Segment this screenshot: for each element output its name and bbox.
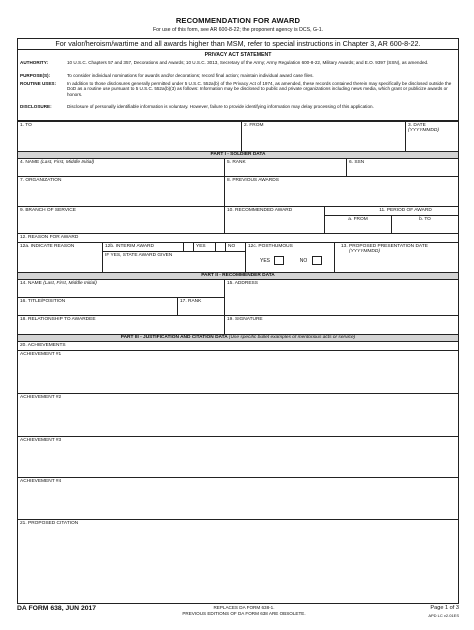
part3-hint: (Use specific bullet examples of meritorious acts or service) — [228, 335, 356, 340]
achievement-3-field[interactable] — [18, 437, 459, 478]
state-award-label: IF YES, STATE AWARD GIVEN — [105, 253, 173, 258]
from-field[interactable] — [242, 122, 406, 152]
title-position-label: 16. TITLE/POSITION — [20, 299, 66, 304]
achievement-2-label: ACHIEVEMENT #2 — [20, 395, 62, 400]
soldier-data-section — [17, 159, 459, 287]
period-label: 11. PERIOD OF AWARD — [379, 208, 432, 213]
name-hint: (Last, First, Middle Initial) — [40, 160, 95, 165]
achievement-4-field[interactable] — [18, 478, 459, 520]
address-label: 15. ADDRESS — [227, 281, 258, 286]
recommender-rank-field[interactable] — [178, 298, 225, 316]
routine-text: In addition to those disclosures generally permitted under 5 U.S.C. 552a(b) of the Privacy Act of 1974, as amended, these records contained therein may specifically be disclosed outside the DoD as a routine use pursuant to 5 U.S.C. 552a(b)(3) as follows: Information may be disclosed to public and private organizations including news media, which grant or publicize awards or honors. — [67, 81, 452, 97]
interim-award-field — [103, 243, 184, 252]
title-position-field[interactable] — [18, 298, 178, 316]
presentation-date-hint: (YYYYMMDD) — [349, 249, 380, 254]
rank-field[interactable] — [225, 159, 347, 177]
posthumous-no-checkbox[interactable] — [312, 256, 322, 265]
relationship-field[interactable] — [18, 316, 225, 335]
presentation-date-label: 13. PROPOSED PRESENTATION DATE — [341, 244, 428, 249]
routing-section — [17, 121, 459, 152]
achievement-1-label: ACHIEVEMENT #1 — [20, 352, 62, 357]
achievement-2-field[interactable] — [18, 394, 459, 437]
posthumous-options — [260, 256, 322, 265]
recommender-rank-label: 17. RANK — [180, 299, 202, 304]
recommender-section — [17, 280, 459, 335]
proposed-citation-label: 21. PROPOSED CITATION — [20, 521, 79, 526]
form-id: DA FORM 638, JUN 2017 — [17, 605, 97, 612]
posthumous-label: 12c. POSTHUMOUS — [248, 244, 293, 249]
ssn-field[interactable] — [347, 159, 459, 177]
from-label: 2. FROM — [244, 123, 264, 128]
part1-header: PART I - SOLDIER DATA — [17, 152, 459, 159]
period-to-field[interactable] — [392, 216, 459, 234]
interim-no-label — [226, 243, 246, 252]
disclosure-text: Disclosure of personally identifiable information is voluntary. However, failure to provide identifying information may delay processing of this application. — [67, 104, 374, 109]
period-header — [325, 207, 459, 216]
relationship-label: 18. RELATIONSHIP TO AWARDEE — [20, 317, 96, 322]
recommended-award-label: 10. RECOMMENDED AWARD — [227, 208, 293, 213]
recommended-award-field[interactable] — [225, 207, 325, 234]
purpose-label: PURPOSE(S): — [20, 73, 51, 78]
reason-label: 12. REASON FOR AWARD — [20, 235, 79, 240]
posthumous-no-label: NO — [299, 257, 308, 264]
no-label: NO — [228, 244, 236, 249]
period-from-label: a. FROM — [348, 217, 368, 222]
date-hint: (YYYYMMDD) — [408, 128, 439, 133]
disclosure-label: DISCLOSURE: — [20, 104, 52, 109]
posthumous-yes-label: YES — [260, 257, 271, 264]
form-subtitle: For use of this form, see AR 600-8-22; the proponent agency is DCS, G-1. — [152, 27, 324, 33]
routine-label: ROUTINE USES: — [20, 81, 56, 86]
purpose-text: To consider individual nominations for awards and/or decorations; record final action; maintain individual award case files. — [67, 73, 314, 78]
period-to-label: b. TO — [419, 217, 431, 222]
name-label: 4. NAME — [20, 160, 40, 165]
indicate-reason-field[interactable] — [18, 243, 103, 273]
indicate-reason-label: 12a. INDICATE REASON — [20, 244, 75, 249]
valor-note: For valor/heroism/wartime and all awards higher than MSM, refer to special instructions in Chapter 3, AR 600-8-22. — [17, 38, 459, 50]
posthumous-field — [246, 243, 335, 273]
organization-label: 7. ORGANIZATION — [20, 178, 62, 183]
period-from-field[interactable] — [325, 216, 392, 234]
form-header — [17, 14, 459, 33]
recommender-name-label: 14. NAME — [20, 281, 42, 286]
authority-text: 10 U.S.C. Chapters 57 and 357, Decorations and Awards; 10 U.S.C. 3013, Secretary of the Army; Army Regulation 600-8-22, Military Awards; and E.O. 9397 (SSN), as amended. — [67, 60, 429, 65]
address-field[interactable] — [225, 280, 459, 316]
ssn-label: 6. SSN — [349, 160, 365, 165]
yes-label: YES — [196, 244, 206, 249]
recommender-name-hint: (Last, First, Middle Initial) — [43, 281, 97, 286]
part2-header: PART II - RECOMMENDER DATA — [17, 273, 459, 280]
to-label: 1. TO — [20, 123, 32, 128]
signature-label: 19. SIGNATURE — [227, 317, 263, 322]
organization-field[interactable] — [18, 177, 225, 207]
presentation-date-field[interactable] — [335, 243, 459, 273]
branch-field[interactable] — [18, 207, 225, 234]
rank-label: 5. RANK — [227, 160, 246, 165]
privacy-act-statement — [17, 50, 459, 121]
apd-version: APD LC v2.01ES — [428, 613, 459, 618]
interim-award-label: 12b. INTERIM AWARD — [105, 244, 154, 249]
state-award-field[interactable] — [103, 252, 246, 273]
proposed-citation-field[interactable] — [18, 520, 459, 604]
branch-label: 9. BRANCH OF SERVICE — [20, 208, 76, 213]
previous-awards-field[interactable] — [225, 177, 459, 207]
date-label: 3. DATE — [408, 123, 426, 128]
previous-editions-text: PREVIOUS EDITIONS OF DA FORM 638 ARE OBSOLETE. — [182, 610, 306, 616]
part3-header — [17, 335, 459, 342]
replaces-note — [169, 605, 319, 616]
previous-awards-label: 8. PREVIOUS AWARDS — [227, 178, 279, 183]
signature-field[interactable] — [225, 316, 459, 335]
authority-label: AUTHORITY: — [20, 60, 48, 65]
privacy-heading: PRIVACY ACT STATEMENT — [204, 52, 272, 58]
interim-yes-label — [194, 243, 216, 252]
to-field[interactable] — [18, 122, 242, 152]
achievement-1-field[interactable] — [18, 351, 459, 394]
justification-section — [17, 342, 459, 604]
achievement-4-label: ACHIEVEMENT #4 — [20, 479, 62, 484]
date-field[interactable] — [406, 122, 459, 152]
achievement-3-label: ACHIEVEMENT #3 — [20, 438, 62, 443]
page-number: Page 1 of 3 — [430, 605, 459, 611]
reason-header — [18, 234, 459, 243]
recommender-name-field[interactable] — [18, 280, 225, 298]
form-title: RECOMMENDATION FOR AWARD — [175, 16, 301, 25]
achievements-label: 20. ACHIEVEMENTS — [20, 343, 66, 348]
form-footer — [17, 604, 459, 624]
achievements-header — [18, 342, 459, 351]
posthumous-yes-checkbox[interactable] — [274, 256, 284, 265]
interim-no-checkbox[interactable] — [216, 243, 226, 252]
part3-title: PART III - JUSTIFICATION AND CITATION DATA — [120, 335, 228, 340]
replaces-text: REPLACES DA FORM 638-1. — [213, 605, 275, 610]
interim-yes-checkbox[interactable] — [184, 243, 194, 252]
name-field[interactable] — [18, 159, 225, 177]
